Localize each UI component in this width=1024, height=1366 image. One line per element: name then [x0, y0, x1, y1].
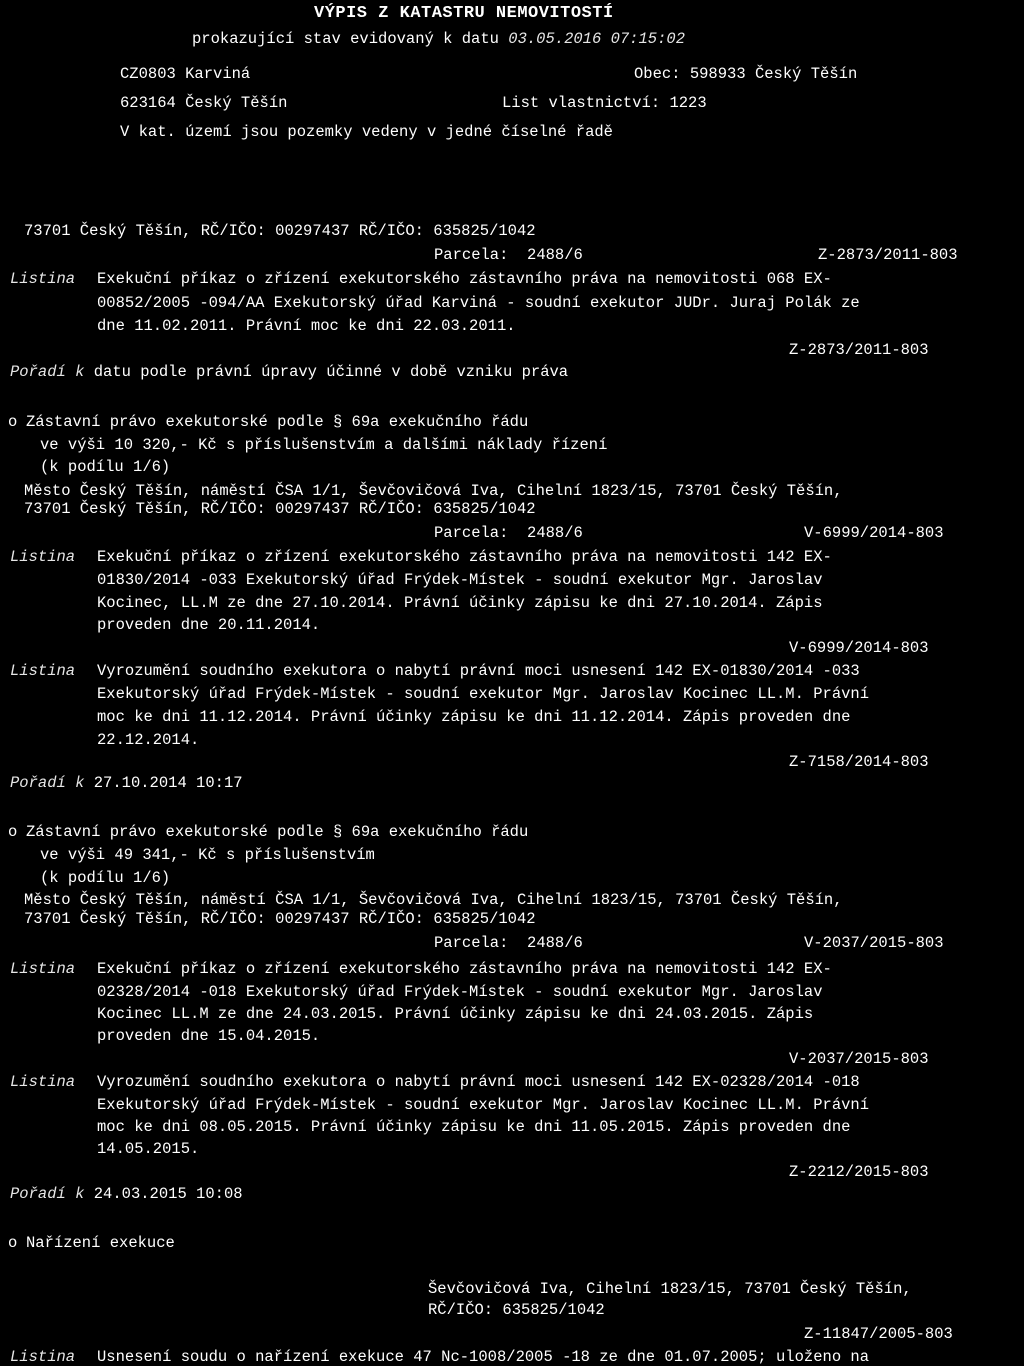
e4-listina-label: Listina — [10, 1348, 76, 1366]
e3-listina2-line: Exekutorský úřad Frýdek-Místek - soudní exekutor Mgr. Jaroslav Kocinec LL.M. Právní — [97, 1096, 870, 1114]
e1-parcel-ref: Z-2873/2011-803 — [818, 246, 958, 264]
obec-label: Obec: — [634, 65, 681, 83]
obec — [634, 65, 857, 83]
e4-bullet: o — [8, 1234, 18, 1252]
e2-listina1-line: 01830/2014 -033 Exekutorský úřad Frýdek-Místek - soudní exekutor Mgr. Jaroslav — [97, 571, 823, 589]
e2-title: Zástavní právo exekutorské podle § 69a exekučního řádu — [26, 413, 529, 431]
e2-listina2-ref: Z-7158/2014-803 — [789, 753, 929, 771]
header-note: V kat. území jsou pozemky vedeny v jedné číselné řadě — [120, 123, 613, 141]
e2-listina1-line: proveden dne 20.11.2014. — [97, 616, 321, 634]
e1-listina-label: Listina — [10, 270, 76, 288]
e1-listina-line: dne 11.02.2011. Právní moc ke dni 22.03.2011. — [97, 317, 516, 335]
e3-listina2-label: Listina — [10, 1073, 76, 1091]
lv-label: List vlastnictví: — [502, 94, 661, 112]
e2-amount: ve výši 10 320,- Kč s příslušenstvím a dalšími náklady řízení — [40, 436, 608, 454]
lv-value: 1223 — [669, 94, 707, 112]
e3-listina1-label: Listina — [10, 960, 76, 978]
e3-bullet: o — [8, 823, 18, 841]
e1-listina-line: Exekuční příkaz o zřízení exekutorského zástavního práva na nemovitosti 068 EX- — [97, 270, 832, 288]
e1-parcel — [434, 246, 583, 264]
e2-listina1-line: Exekuční příkaz o zřízení exekutorského zástavního práva na nemovitosti 142 EX- — [97, 548, 832, 566]
e4-owner-line: RČ/IČO: 635825/1042 — [428, 1301, 605, 1319]
e1-parcel-value: 2488/6 — [527, 246, 583, 264]
document-subtitle — [192, 30, 685, 48]
e2-owner-line: Město Český Těšín, náměstí ČSA 1/1, Ševčovičová Iva, Cihelní 1823/15, 73701 Český Těšín, — [24, 482, 843, 500]
e1-listina-line: 00852/2005 -094/AA Exekutorský úřad Karviná - soudní exekutor JUDr. Juraj Polák ze — [97, 294, 860, 312]
e2-listina2-label: Listina — [10, 662, 76, 680]
e3-listina1-line: Exekuční příkaz o zřízení exekutorského zástavního práva na nemovitosti 142 EX- — [97, 960, 832, 978]
e2-listina1-line: Kocinec, LL.M ze dne 27.10.2014. Právní účinky zápisu ke dni 27.10.2014. Zápis — [97, 594, 823, 612]
e3-listina2-line: 14.05.2015. — [97, 1140, 200, 1158]
e2-parcel-ref: V-6999/2014-803 — [804, 524, 944, 542]
e3-poradi-label: Pořadí k — [10, 1185, 85, 1203]
e2-parcel-value: 2488/6 — [527, 524, 583, 542]
e1-poradi — [10, 363, 568, 381]
e3-owner-line: 73701 Český Těšín, RČ/IČO: 00297437 RČ/IČO: 635825/1042 — [24, 910, 536, 928]
e2-poradi — [10, 774, 243, 792]
e1-parcel-label: Parcela: — [434, 246, 509, 264]
e4-ref: Z-11847/2005-803 — [804, 1325, 953, 1343]
obec-value: 598933 Český Těšín — [689, 65, 858, 83]
e2-poradi-value: 27.10.2014 10:17 — [93, 774, 243, 792]
e3-amount: ve výši 49 341,- Kč s příslušenstvím — [40, 846, 375, 864]
e2-listina2-line: moc ke dni 11.12.2014. Právní účinky zápisu ke dni 11.12.2014. Zápis proveden dne — [97, 708, 851, 726]
e3-poradi — [10, 1185, 243, 1203]
subtitle-prefix: prokazující stav evidovaný k datu — [192, 30, 499, 48]
e3-parcel-ref: V-2037/2015-803 — [804, 934, 944, 952]
e3-parcel-value: 2488/6 — [527, 934, 583, 952]
list-vlastnictvi — [502, 94, 707, 112]
e3-parcel-label: Parcela: — [434, 934, 509, 952]
e3-listina2-line: Vyrozumění soudního exekutora o nabytí právní moci usnesení 142 EX-02328/2014 -018 — [97, 1073, 860, 1091]
e3-listina2-ref: Z-2212/2015-803 — [789, 1163, 929, 1181]
document-title: VÝPIS Z KATASTRU NEMOVITOSTÍ — [314, 4, 614, 23]
e3-title: Zástavní právo exekutorské podle § 69a exekučního řádu — [26, 823, 529, 841]
e2-listina2-line: Exekutorský úřad Frýdek-Místek - soudní exekutor Mgr. Jaroslav Kocinec LL.M. Právní — [97, 685, 870, 703]
e1-poradi-label: Pořadí k — [10, 363, 85, 381]
e2-bullet: o — [8, 413, 18, 431]
e4-listina-line: Usnesení soudu o nařízení exekuce 47 Nc-1008/2005 -18 ze dne 01.07.2005; uloženo na — [97, 1348, 870, 1366]
e3-share: (k podílu 1/6) — [40, 869, 171, 887]
e2-listina1-ref: V-6999/2014-803 — [789, 639, 929, 657]
subtitle-date: 03.05.2016 07:15:02 — [508, 30, 685, 48]
e3-listina1-line: Kocinec LL.M ze dne 24.03.2015. Právní účinky zápisu ke dni 24.03.2015. Zápis — [97, 1005, 814, 1023]
e2-parcel-label: Parcela: — [434, 524, 509, 542]
katastralni-uzemi: 623164 Český Těšín — [120, 94, 288, 112]
e2-parcel — [434, 524, 583, 542]
e2-listina1-label: Listina — [10, 548, 76, 566]
e1-poradi-value: datu podle právní úpravy účinné v době vzniku práva — [93, 363, 569, 381]
e2-share: (k podílu 1/6) — [40, 458, 171, 476]
e1-owner-line: 73701 Český Těšín, RČ/IČO: 00297437 RČ/IČO: 635825/1042 — [24, 222, 536, 240]
e4-owner-line: Ševčovičová Iva, Cihelní 1823/15, 73701 Český Těšín, — [428, 1280, 912, 1298]
e2-listina2-line: 22.12.2014. — [97, 731, 200, 749]
e2-listina2-line: Vyrozumění soudního exekutora o nabytí právní moci usnesení 142 EX-01830/2014 -033 — [97, 662, 860, 680]
e3-owner-line: Město Český Těšín, náměstí ČSA 1/1, Ševčovičová Iva, Cihelní 1823/15, 73701 Český Těšín, — [24, 891, 843, 909]
e1-listina-ref: Z-2873/2011-803 — [789, 341, 929, 359]
e4-title: Nařízení exekuce — [26, 1234, 175, 1252]
okres: CZ0803 Karviná — [120, 65, 251, 83]
e3-listina1-line: 02328/2014 -018 Exekutorský úřad Frýdek-Místek - soudní exekutor Mgr. Jaroslav — [97, 983, 823, 1001]
e3-listina1-line: proveden dne 15.04.2015. — [97, 1027, 321, 1045]
e2-owner-line: 73701 Český Těšín, RČ/IČO: 00297437 RČ/IČO: 635825/1042 — [24, 500, 536, 518]
e3-listina1-ref: V-2037/2015-803 — [789, 1050, 929, 1068]
e2-poradi-label: Pořadí k — [10, 774, 85, 792]
e3-poradi-value: 24.03.2015 10:08 — [93, 1185, 243, 1203]
e3-parcel — [434, 934, 583, 952]
e3-listina2-line: moc ke dni 08.05.2015. Právní účinky zápisu ke dni 11.05.2015. Zápis proveden dne — [97, 1118, 851, 1136]
